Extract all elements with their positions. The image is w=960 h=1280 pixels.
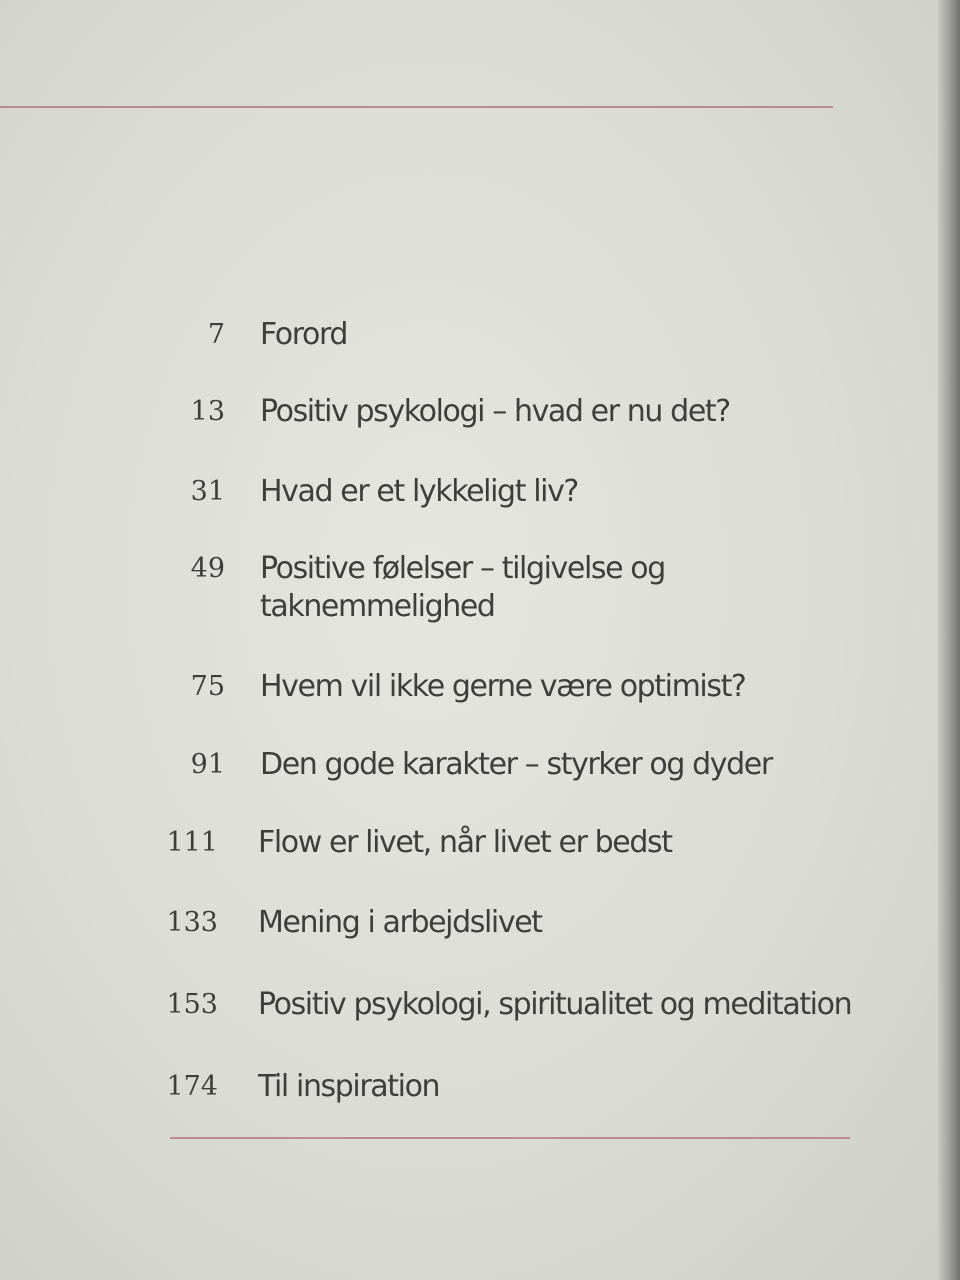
toc-title: Mening i arbejdslivet [258,905,542,940]
toc-title: Forord [260,317,348,352]
toc-page-number: 111 [166,827,218,858]
toc-title: Hvad er et lykkeligt liv? [260,474,578,509]
toc-title: Den gode karakter – styrker og dyder [260,747,772,782]
toc-page-number: 133 [166,907,218,938]
toc-title: Positiv psykologi, spiritualitet og meditation [258,987,852,1022]
toc-page-number: 49 [190,553,225,584]
toc-title: Positiv psykologi – hvad er nu det? [260,394,730,429]
toc-page-number: 91 [190,749,225,780]
toc-page-number: 153 [166,989,218,1020]
toc-title: Til inspiration [258,1069,440,1104]
toc-page-number: 7 [207,319,225,350]
toc-title [260,550,900,626]
bottom-rule [170,1137,850,1139]
toc-title: Hvem vil ikke gerne være optimist? [260,669,746,704]
toc-title-line: Positive følelser – tilgivelse og [260,551,665,586]
toc-page-number: 174 [166,1071,218,1102]
page-edge [938,0,960,1280]
toc-page-number: 75 [190,671,225,702]
toc-page-number: 31 [190,476,225,507]
toc-page-number: 13 [190,396,225,427]
toc-title: Flow er livet, når livet er bedst [258,825,672,860]
toc-title-line: taknemmelighed [260,589,495,624]
